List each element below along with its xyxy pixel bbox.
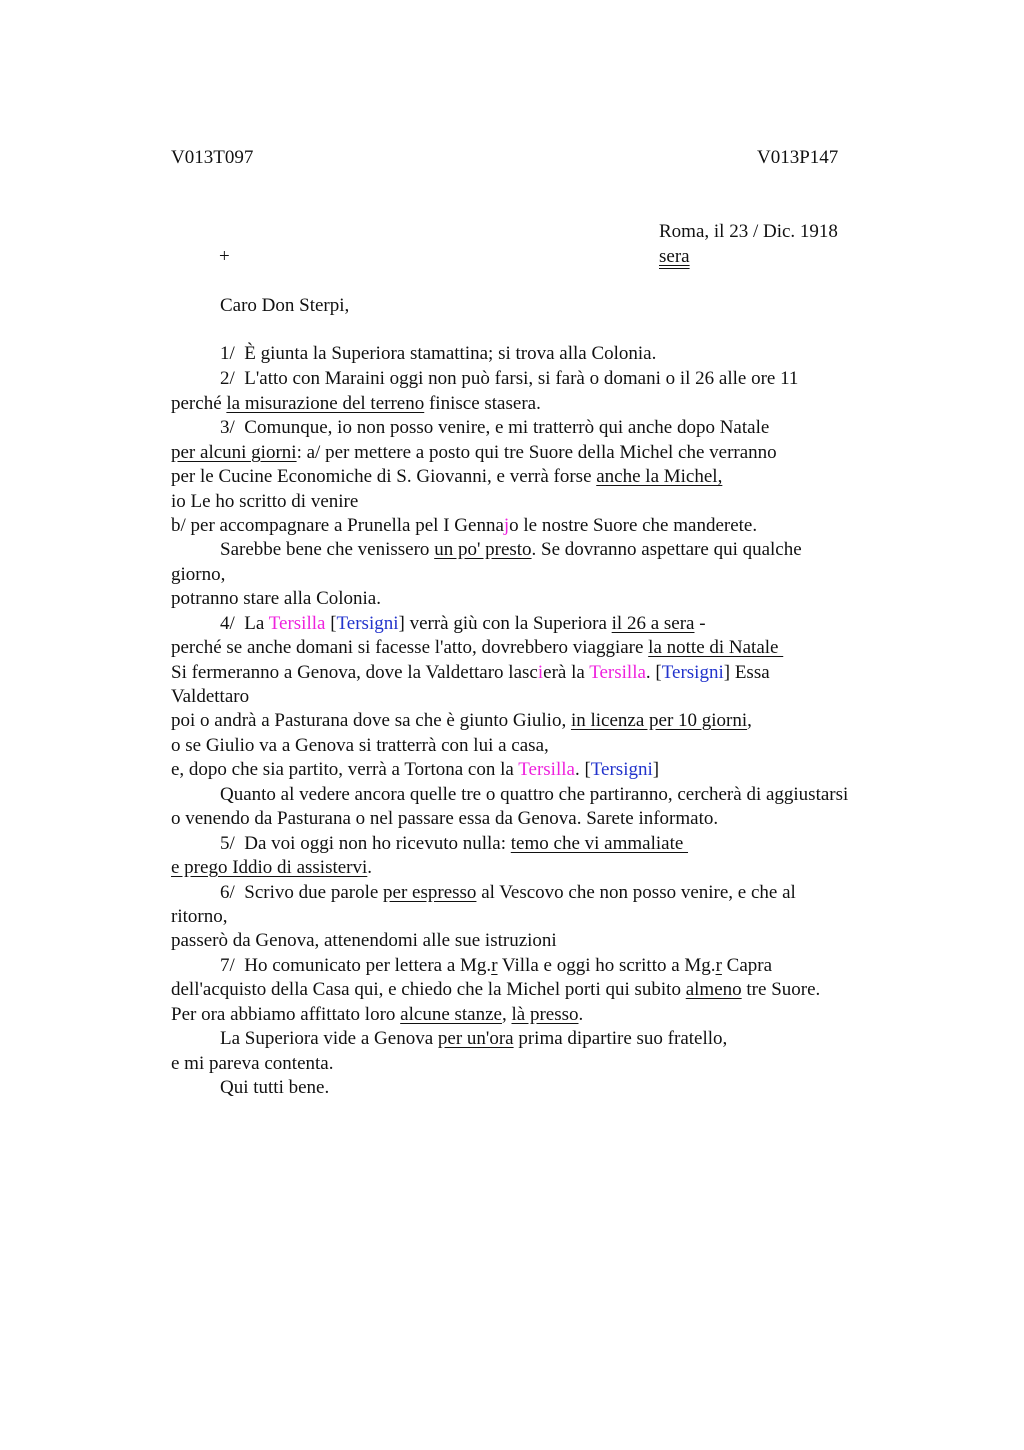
person-surname: Tersigni <box>590 759 653 780</box>
person-surname: Tersigni <box>336 613 399 634</box>
paragraph-3-line-2: per alcuni giorni: a/ per mettere a posto qui tre Suore della Michel che verranno <box>171 442 777 463</box>
paragraph-4-line-3: Si fermeranno a Genova, dove la Valdettaro lascierà la Tersilla. [Tersigni] Essa <box>171 662 770 683</box>
archive-code-left: V013T097 <box>171 147 254 168</box>
paragraph-4-line-7: e, dopo che sia partito, verrà a Tortona con la Tersilla. [Tersigni] <box>171 759 660 780</box>
paragraph-4-line-1: 4/ La Tersilla [Tersigni] verrà giù con la Superiora il 26 a sera - <box>220 613 706 634</box>
paragraph-4-line-9: o venendo da Pasturana o nel passare essa da Genova. Sarete informato. <box>171 808 719 829</box>
paragraph-6-line-3: passerò da Genova, attenendomi alle sue istruzioni <box>171 930 557 951</box>
paragraph-7-line-3: Per ora abbiamo affittato loro alcune stanze, là presso. <box>171 1004 584 1025</box>
paragraph-4-line-6: o se Giulio va a Genova si tratterrà con lui a casa, <box>171 735 549 756</box>
highlight-letter: j <box>503 515 510 536</box>
paragraph-3-line-3: per le Cucine Economiche di S. Giovanni, e verrà forse anche la Michel, <box>171 466 723 487</box>
paragraph-7-line-2: dell'acquisto della Casa qui, e chiedo che la Michel porti qui subito almeno tre Suore. <box>171 979 821 1000</box>
paragraph-1: 1/ È giunta la Superiora stamattina; si trova alla Colonia. <box>220 343 657 364</box>
paragraph-3-line-7: giorno, <box>171 564 226 585</box>
closing-line: Qui tutti bene. <box>220 1077 330 1098</box>
paragraph-5-line-2: e prego Iddio di assistervi. <box>171 857 373 878</box>
person-surname: Tersigni <box>661 662 724 683</box>
paragraph-8-line-2: e mi pareva contenta. <box>171 1053 334 1074</box>
paragraph-4-line-2: perché se anche domani si facesse l'atto, dovrebbero viaggiare la notte di Natale <box>171 637 784 658</box>
paragraph-3-line-6: Sarebbe bene che venissero un po' presto. Se dovranno aspettare qui qualche <box>220 539 802 560</box>
paragraph-4-line-5: poi o andrà a Pasturana dove sa che è giunto Giulio, in licenza per 10 giorni, <box>171 710 752 731</box>
paragraph-2-line-2: perché la misurazione del terreno finisce stasera. <box>171 393 541 414</box>
paragraph-4-line-8: Quanto al vedere ancora quelle tre o quattro che partiranno, cercherà di aggiustarsi <box>220 784 849 805</box>
paragraph-6-line-2: ritorno, <box>171 906 228 927</box>
paragraph-3-line-1: 3/ Comunque, io non posso venire, e mi tratterrò qui anche dopo Natale <box>220 417 770 438</box>
salutation: Caro Don Sterpi, <box>220 295 350 316</box>
paragraph-3-line-4: io Le ho scritto di venire <box>171 491 359 512</box>
person-name: Tersilla <box>518 759 575 780</box>
paragraph-2-line-1: 2/ L'atto con Maraini oggi non può farsi, si farà o domani o il 26 alle ore 11 <box>220 368 799 389</box>
cross-symbol: + <box>219 246 230 267</box>
archive-code-right: V013P147 <box>757 147 839 168</box>
paragraph-8-line-1: La Superiora vide a Genova per un'ora prima dipartire suo fratello, <box>220 1028 728 1049</box>
paragraph-3-line-5: b/ per accompagnare a Prunella pel I Gennajo le nostre Suore che manderete. <box>171 515 758 536</box>
dateline-time: sera <box>659 246 690 267</box>
person-name: Tersilla <box>589 662 646 683</box>
dateline: Roma, il 23 / Dic. 1918 <box>659 221 838 242</box>
paragraph-6-line-1: 6/ Scrivo due parole per espresso al Vescovo che non posso venire, e che al <box>220 882 796 903</box>
paragraph-7-line-1: 7/ Ho comunicato per lettera a Mg.r Villa e oggi ho scritto a Mg.r Capra <box>220 955 773 976</box>
person-name: Tersilla <box>268 613 326 634</box>
highlight-letter: i <box>537 662 544 683</box>
paragraph-4-line-4: Valdettaro <box>171 686 250 707</box>
paragraph-5-line-1: 5/ Da voi oggi non ho ricevuto nulla: temo che vi ammaliate <box>220 833 689 854</box>
paragraph-3-line-8: potranno stare alla Colonia. <box>171 588 381 609</box>
